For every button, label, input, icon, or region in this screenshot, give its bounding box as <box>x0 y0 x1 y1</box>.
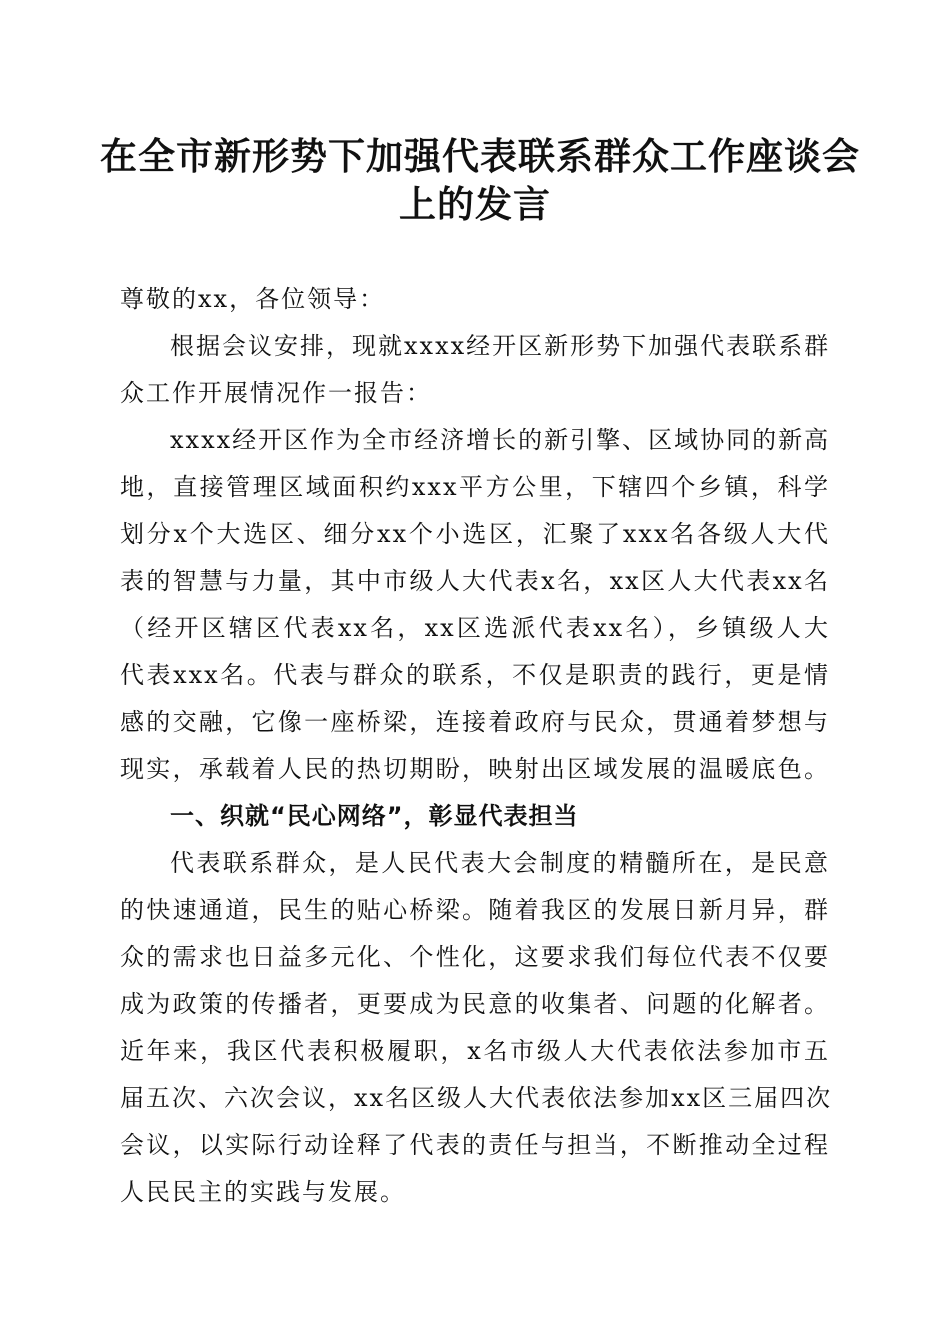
document-title <box>100 132 860 228</box>
paragraph-line: 近年来，我区代表积极履职，x名市级人大代表依法参加市五 <box>120 1037 830 1065</box>
paragraph-section-one <box>120 840 833 1216</box>
paragraph-line: 感的交融，它像一座桥梁，连接着政府与民众，贯通着梦想与 <box>120 708 830 736</box>
paragraph-line: 代表xxx名。代表与群众的联系，不仅是职责的践行，更是情 <box>120 661 830 689</box>
paragraph-overview <box>120 417 830 793</box>
paragraph-line: 人民民主的实践与发展。 <box>120 1178 406 1206</box>
paragraph-line: 成为政策的传播者，更要成为民意的收集者、问题的化解者。 <box>120 990 830 1018</box>
paragraph-line: 代表联系群众，是人民代表大会制度的精髓所在，是民意 <box>170 849 830 877</box>
title-line-1: 在全市新形势下加强代表联系群众工作座谈会 <box>100 134 860 178</box>
title-line-2: 上的发言 <box>399 182 551 226</box>
paragraph-line: （经开区辖区代表xx名，xx区选派代表xx名），乡镇级人大 <box>120 614 830 642</box>
paragraph-line: 现实，承载着人民的热切期盼，映射出区域发展的温暖底色。 <box>120 755 830 783</box>
document-body <box>120 276 833 1216</box>
paragraph-line: 表的智慧与力量，其中市级人大代表x名，xx区人大代表xx名 <box>120 567 830 595</box>
paragraph-line: 会议，以实际行动诠释了代表的责任与担当，不断推动全过程 <box>120 1131 830 1159</box>
section-heading: 一、织就“民心网络”，彰显代表担当 <box>170 802 579 830</box>
paragraph-line: 地，直接管理区域面积约xxx平方公里，下辖四个乡镇，科学 <box>120 473 830 501</box>
paragraph-line: xxxx经开区作为全市经济增长的新引擎、区域协同的新高 <box>170 426 831 454</box>
paragraph-line: 届五次、六次会议，xx名区级人大代表依法参加xx区三届四次 <box>120 1084 833 1112</box>
salutation: 尊敬的xx，各位领导： <box>120 285 386 313</box>
paragraph-line: 根据会议安排，现就xxxx经开区新形势下加强代表联系群 <box>170 332 831 360</box>
paragraph-line: 划分x个大选区、细分xx个小选区，汇聚了xxx名各级人大代 <box>120 520 830 548</box>
paragraph-intro <box>120 323 830 417</box>
paragraph-line: 众的需求也日益多元化、个性化，这要求我们每位代表不仅要 <box>120 943 830 971</box>
paragraph-line: 的快速通道，民生的贴心桥梁。随着我区的发展日新月异，群 <box>120 896 830 924</box>
paragraph-line: 众工作开展情况作一报告： <box>120 379 432 407</box>
